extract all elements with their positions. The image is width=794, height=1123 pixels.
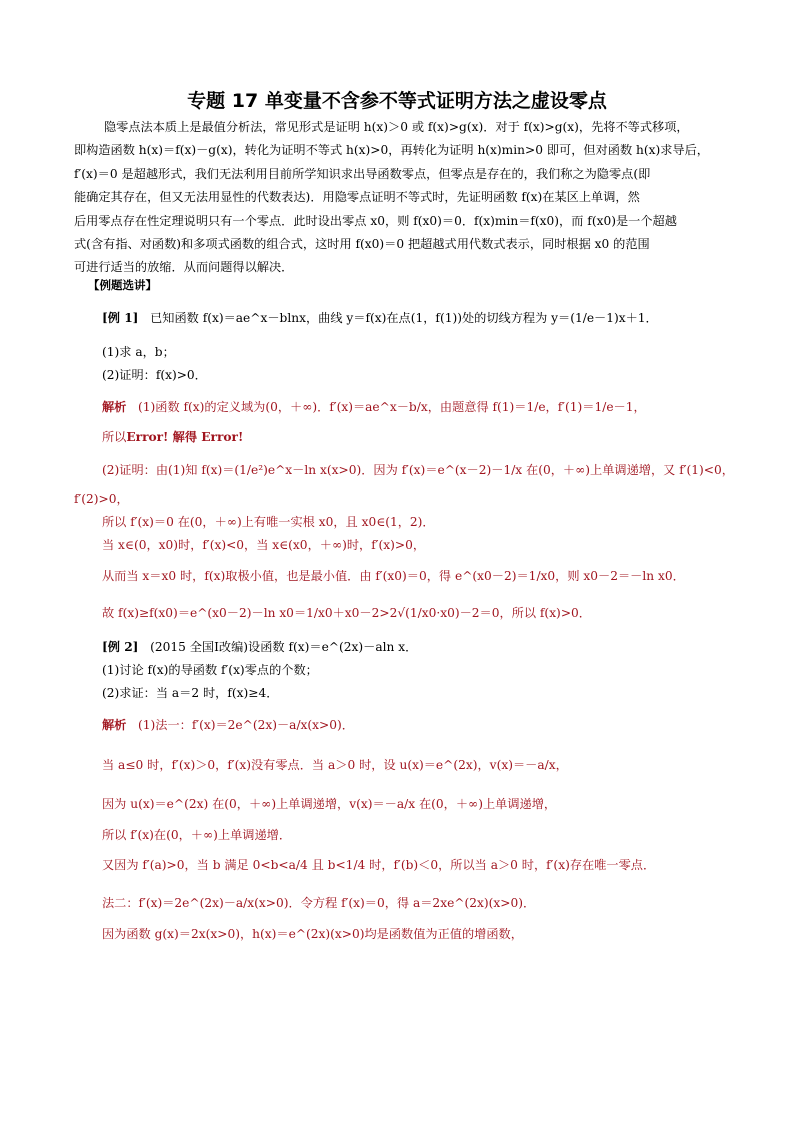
page-title: 专题 17 单变量不含参不等式证明方法之虚设零点 [187,90,607,112]
example-2-statement [102,638,417,655]
example-1-statement [102,309,658,326]
example-2-solution-line: 当 a≤0 时，f′(x)＞0，f′(x)没有零点．当 a＞0 时，设 u(x)＝e^(2x)，v(x)＝－a/x， [102,758,568,772]
section-header: 【例题选讲】 [88,278,157,292]
example-2-question-1: (1)讨论 f(x)的导函数 f′(x)零点的个数； [102,663,318,677]
example-1-label: [例 1] [102,311,139,325]
intro-line: 能确定其存在，但又无法用显性的代数表达)．用隐零点证明不等式时，先证明函数 f(x)在某区上单调，然 [74,190,640,205]
intro-line: 即构造函数 h(x)＝f(x)－g(x)，转化为证明不等式 h(x)>0，再转化为证明 h(x)min>0 即可，但对函数 h(x)求导后， [74,143,709,158]
solution-text: (1)函数 f(x)的定义域为(0，＋∞)．f′(x)＝ae^x－b/x，由题意得 f(1)＝1/e，f′(1)＝1/e－1， [138,400,646,414]
error-field-text: Error! 解得 Error! [126,430,244,444]
example-2-solution-line: 因为 u(x)＝e^(2x) 在(0，＋∞)上单调递增，v(x)＝－a/x 在(0，＋∞)上单调递增， [102,797,557,811]
example-2-solution-line: 又因为 f′(a)>0，当 b 满足 0<b<a/4 且 b<1/4 时，f′(b)＜0，所以当 a＞0 时，f′(x)存在唯一零点． [102,858,656,872]
intro-line: 式(含有指、对函数)和多项式函数的组合式，这时用 f(x0)＝0 把超越式用代数式表示，同时根据 x0 的范围 [74,237,650,252]
example-1-text: 已知函数 f(x)＝ae^x－blnx，曲线 y＝f(x)在点(1，f(1))处的切线方程为 y＝(1/e－1)x＋1． [150,311,658,325]
solution-text: 所以 [102,430,127,444]
example-2-solution-line: 法二：f′(x)＝2e^(2x)－a/x(x>0)．令方程 f′(x)＝0，得 a＝2xe^(2x)(x>0)． [102,896,536,910]
example-2-solution-line: 因为函数 g(x)＝2x(x>0)，h(x)＝e^(2x)(x>0)均是函数值为正值的增函数， [102,927,523,941]
solution-text: (1)法一：f′(x)＝2e^(2x)－a/x(x>0)． [138,718,354,732]
example-1-solution-line: 故 f(x)≥f(x0)＝e^(x0－2)－ln x0＝1/x0＋x0－2>2√(1/x0·x0)－2＝0，所以 f(x)>0． [102,606,591,620]
example-1-solution-line: 当 x∈(0，x0)时，f′(x)<0，当 x∈(x0，＋∞)时，f′(x)>0， [102,538,426,552]
intro-line: f′(x)＝0 是超越形式，我们无法利用目前所学知识求出导函数零点，但零点是存在的，我们称之为隐零点(即 [74,166,651,181]
intro-paragraph [74,116,724,280]
intro-line: 可进行适当的放缩．从而问题得以解决． [74,260,294,275]
example-1-solution-line: 所以 f′(x)＝0 在(0，＋∞)上有唯一实根 x0，且 x0∈(1，2)． [102,515,435,529]
example-1-solution-line: f′(2)>0， [74,492,129,506]
example-1-question-2: (2)证明：f(x)>0． [102,368,207,382]
example-1-solution-line [102,398,646,415]
example-1-question-1: (1)求 a，b； [102,345,175,359]
intro-line: 后用零点存在性定理说明只有一个零点．此时设出零点 x0，则 f(x0)＝0．f(x)min＝f(x0)，而 f(x0)是一个超越 [74,213,677,228]
example-2-source: (2015 全国Ⅰ改编) [150,640,249,654]
solution-label: 解析 [102,718,127,732]
example-2-solution-line: 所以 f′(x)在(0，＋∞)上单调递增． [102,828,292,842]
example-2-text: 设函数 f(x)＝e^(2x)－aln x． [248,640,418,654]
example-1-solution-line [102,428,243,445]
example-2-label: [例 2] [102,640,139,654]
example-2-solution-line [102,716,354,733]
solution-label: 解析 [102,400,127,414]
example-2-question-2: (2)求证：当 a＝2 时，f(x)≥4． [102,686,279,700]
intro-line: 隐零点法本质上是最值分析法，常见形式是证明 h(x)＞0 或 f(x)>g(x)．对于 f(x)>g(x)，先将不等式移项， [104,120,689,134]
example-1-solution-line: 从而当 x＝x0 时，f(x)取极小值，也是最小值．由 f′(x0)＝0，得 e^(x0－2)＝1/x0，则 x0－2＝－ln x0． [102,569,685,583]
example-1-solution-line: (2)证明：由(1)知 f(x)＝(1/e²)e^x－ln x(x>0)．因为 f′(x)＝e^(x－2)－1/x 在(0，＋∞)上单调递增，又 f′(1)<0， [102,463,734,477]
